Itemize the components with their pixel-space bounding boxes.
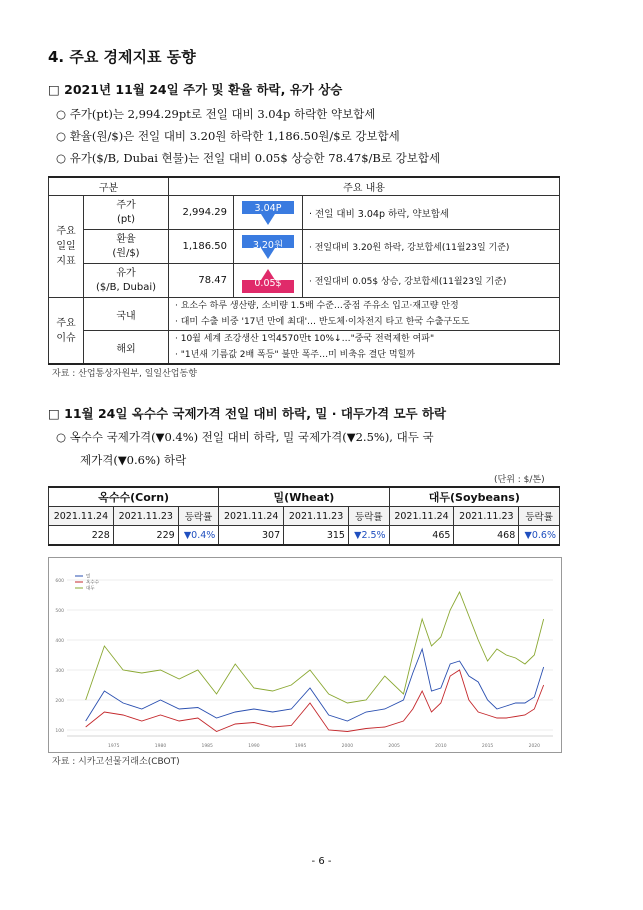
grain-summary-line-1: ○ 옥수수 국제가격(▼0.4%) 전일 대비 하락, 밀 국제가격(▼2.5%), 대두 국 xyxy=(56,430,434,444)
x-tick-label: 2015 xyxy=(481,744,494,749)
group-corn: 옥수수(Corn) xyxy=(49,487,219,507)
subheader: 등락률 xyxy=(178,507,219,526)
issue-domestic-line-2: · 대미 수출 비중 '17년 만에 최대'… 반도체·이차전지 타고 한국 수출구도도 xyxy=(175,317,470,327)
chart-svg xyxy=(49,558,561,752)
group-daily-indicators: 주요 일일 지표 xyxy=(49,196,84,298)
col-header-content: 주요 내용 xyxy=(169,177,560,196)
row-value-oil: 78.47 xyxy=(169,264,234,298)
x-tick-label: 1990 xyxy=(248,744,260,749)
change-label-oil: 0.05$ xyxy=(254,277,282,289)
y-tick-label: 500 xyxy=(55,609,64,614)
chart-source: 자료 : 시카고선물거래소(CBOT) xyxy=(52,757,180,767)
x-tick-label: 2020 xyxy=(528,744,541,749)
row-value-stock: 2,994.29 xyxy=(169,196,234,230)
grain-summary-line-2: 제가격(▼0.6%) 하락 xyxy=(80,453,187,467)
row-name-stock: 주가 (pt) xyxy=(84,196,169,230)
y-tick-label: 600 xyxy=(55,579,64,584)
series-line-1 xyxy=(86,670,544,732)
issue-domestic-line-1: · 요소수 하루 생산량, 소비량 1.5배 수준…중점 주유소 입고·재고량 안정 xyxy=(175,301,459,311)
group-soybeans: 대두(Soybeans) xyxy=(389,487,559,507)
corn-price-prev: 229 xyxy=(113,526,178,546)
row-change-stock xyxy=(234,196,303,230)
legend-label: 대두 xyxy=(86,586,95,592)
x-tick-label: 1995 xyxy=(294,744,307,749)
x-tick-label: 2000 xyxy=(341,744,354,749)
issue-lines-overseas xyxy=(169,331,560,365)
row-name-oil: 유가 ($/B, Dubai) xyxy=(84,264,169,298)
issue-name-domestic: 국내 xyxy=(84,298,169,331)
y-tick-label: 300 xyxy=(55,669,64,674)
corn-change: ▼0.4% xyxy=(178,526,219,546)
soy-change: ▼0.6% xyxy=(519,526,560,546)
corn-price-today: 228 xyxy=(49,526,114,546)
grain-price-chart xyxy=(48,557,562,753)
subheader: 등락률 xyxy=(348,507,389,526)
bullet-stock: ○ 주가(pt)는 2,994.29pt로 전일 대비 3.04p 하락한 약보합세 xyxy=(56,107,376,121)
subheader: 2021.11.23 xyxy=(284,507,349,526)
change-label-stock: 3.04P xyxy=(254,202,282,214)
x-tick-label: 1985 xyxy=(201,744,213,749)
x-tick-label: 1975 xyxy=(108,744,120,749)
section-title: 4. 주요 경제지표 동향 xyxy=(48,48,196,66)
row-name-exchange: 환율 (원/$) xyxy=(84,230,169,264)
row-desc-oil: · 전일대비 0.05$ 상승, 강보합세(11월23일 기준) xyxy=(303,264,560,298)
x-tick-label: 1980 xyxy=(154,744,167,749)
bullet-oil: ○ 유가($/B, Dubai 현물)는 전일 대비 0.05$ 상승한 78.47$/B로 강보합세 xyxy=(56,151,441,165)
soy-price-prev: 468 xyxy=(454,526,519,546)
y-tick-label: 200 xyxy=(55,699,64,704)
row-desc-stock: · 전일 대비 3.04p 하락, 약보합세 xyxy=(303,196,560,230)
y-tick-label: 100 xyxy=(55,729,64,734)
indicator-table xyxy=(48,176,560,365)
subheader: 2021.11.23 xyxy=(113,507,178,526)
row-change-oil xyxy=(234,264,303,298)
col-header-category: 구분 xyxy=(49,177,169,196)
subheader: 2021.11.23 xyxy=(454,507,519,526)
bullet-exchange: ○ 환율(원/$)은 전일 대비 3.20원 하락한 1,186.50원/$로 강보합세 xyxy=(56,129,400,143)
issue-overseas-line-1: · 10월 세계 조강생산 1억4570만t 10%↓…"중국 전력제한 여파" xyxy=(175,334,435,344)
x-tick-label: 2010 xyxy=(435,744,447,749)
subheader: 2021.11.24 xyxy=(219,507,284,526)
section2-heading: □ 11월 24일 옥수수 국제가격 전일 대비 하락, 밀 · 대두가격 모두 하락 xyxy=(48,406,447,421)
issue-lines-domestic xyxy=(169,298,560,331)
x-tick-label: 2005 xyxy=(388,744,400,749)
subheader: 등락률 xyxy=(519,507,560,526)
wheat-price-today: 307 xyxy=(219,526,284,546)
soy-price-today: 465 xyxy=(389,526,454,546)
unit-label: (단위 : $/톤) xyxy=(494,475,545,485)
subheader: 2021.11.24 xyxy=(49,507,114,526)
wheat-change: ▼2.5% xyxy=(348,526,389,546)
group-issues: 주요 이슈 xyxy=(49,298,84,365)
table1-source: 자료 : 산업통상자원부, 일일산업동향 xyxy=(52,369,197,379)
wheat-price-prev: 315 xyxy=(284,526,349,546)
row-value-exchange: 1,186.50 xyxy=(169,230,234,264)
row-desc-exchange: · 전일대비 3.20원 하락, 강보합세(11월23일 기준) xyxy=(303,230,560,264)
legend-label: 옥수수 xyxy=(86,580,100,586)
page-number: - 6 - xyxy=(311,856,332,867)
legend-label: 밀 xyxy=(86,574,91,580)
down-arrow-icon xyxy=(239,200,297,226)
y-tick-label: 400 xyxy=(55,639,64,644)
up-arrow-icon xyxy=(239,268,297,294)
section1-heading: □ 2021년 11월 24일 주가 및 환율 하락, 유가 상승 xyxy=(48,82,343,97)
row-change-exchange xyxy=(234,230,303,264)
down-arrow-icon xyxy=(239,234,297,260)
grain-price-table xyxy=(48,486,560,546)
issue-name-overseas: 해외 xyxy=(84,331,169,365)
group-wheat: 밀(Wheat) xyxy=(219,487,389,507)
issue-overseas-line-2: · "1년새 기름값 2배 폭등" 불만 폭주…미 비축유 결단 먹힐까 xyxy=(175,350,415,360)
series-line-2 xyxy=(86,592,544,703)
subheader: 2021.11.24 xyxy=(389,507,454,526)
change-label-exchange: 3.20원 xyxy=(252,239,284,251)
